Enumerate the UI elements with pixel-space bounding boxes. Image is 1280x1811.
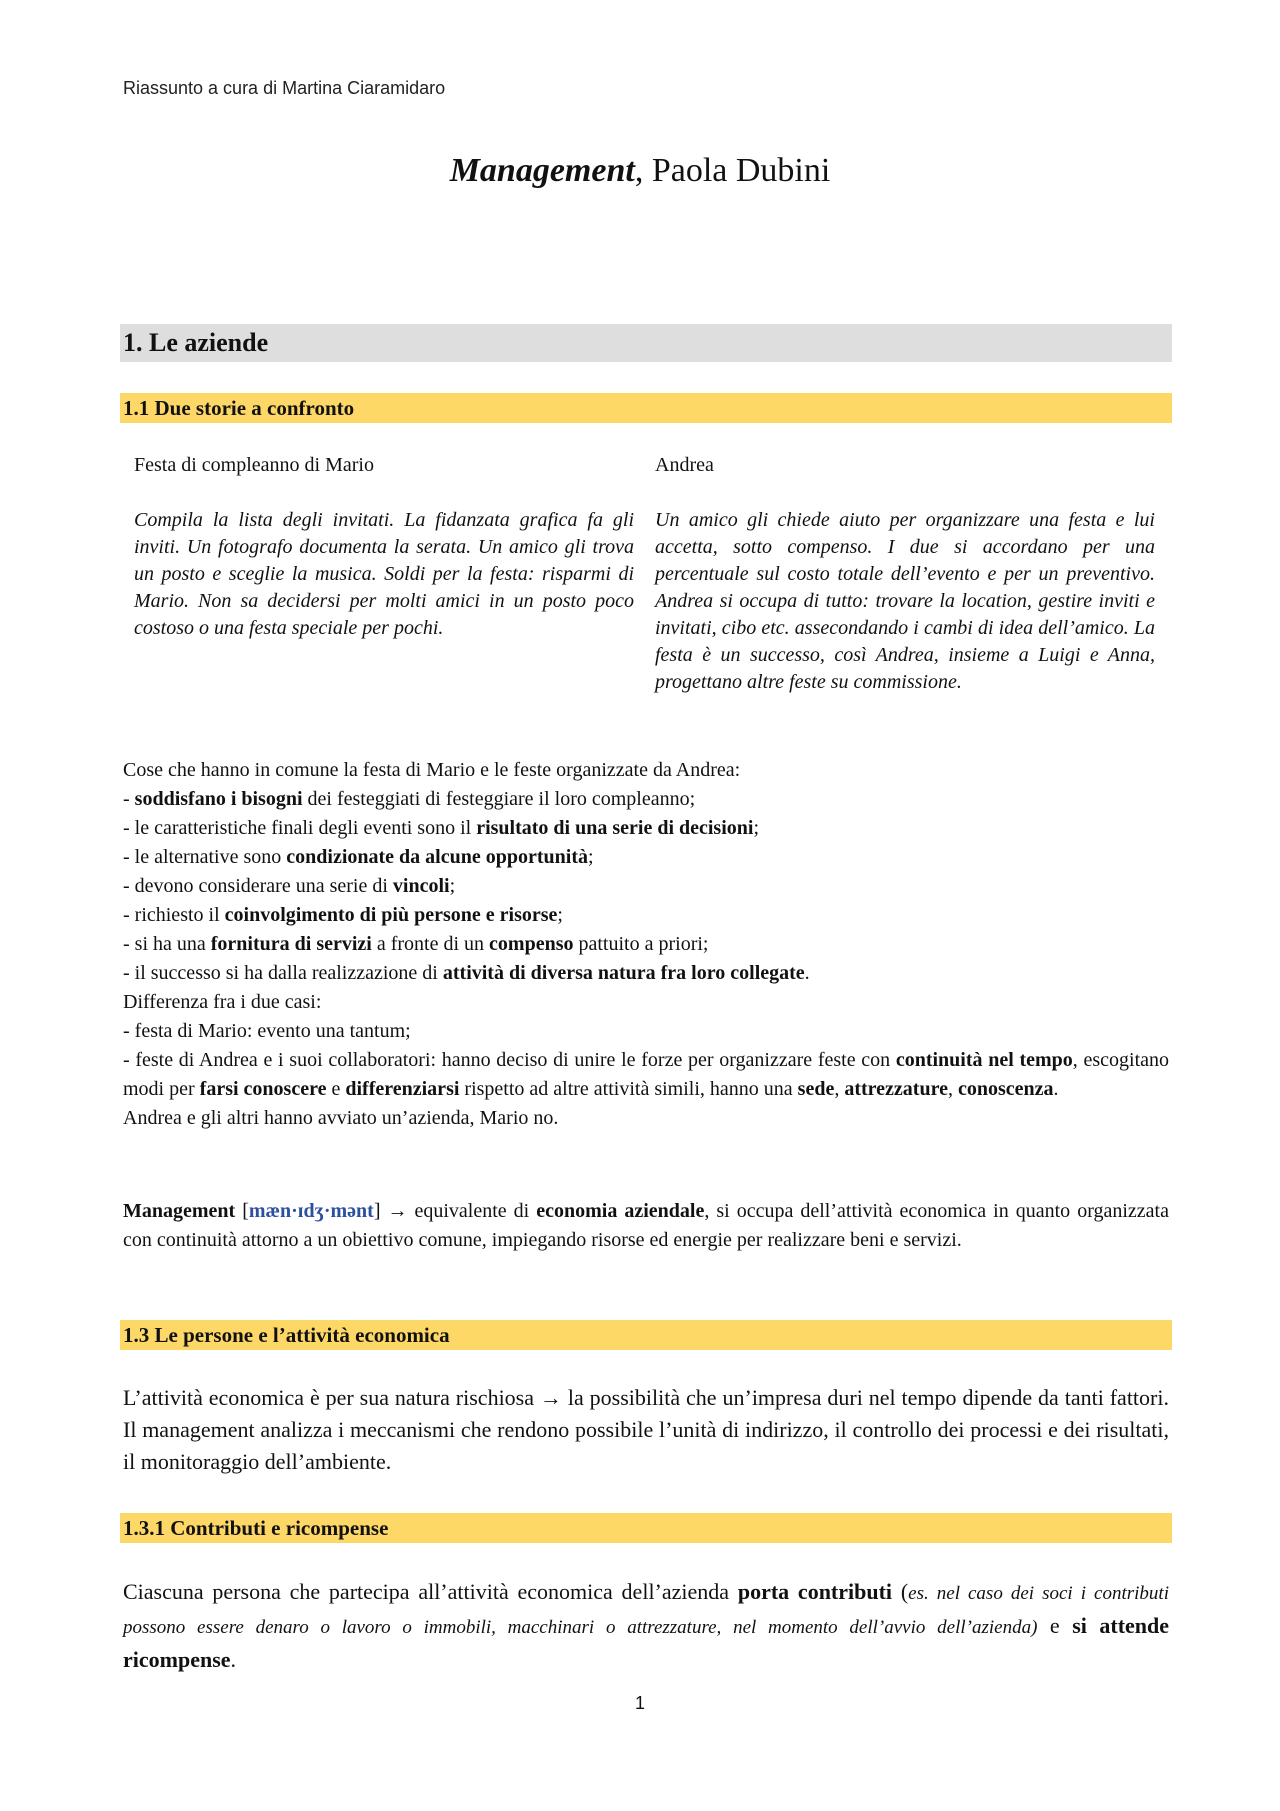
common-item: - le caratteristiche finali degli eventi sono il risultato di una serie di decisioni;	[123, 817, 760, 839]
section-1-3-text: L’attività economica è per sua natura rischiosa → la possibilità che un’impresa duri nel tempo dipende da tanti fattori. Il management analizza i meccanismi che rendono possibile l’unità di indirizzo, il controllo dei processi e dei risultati, il monitoraggio dell’ambiente.	[123, 1385, 1169, 1474]
comparison-block	[123, 756, 1169, 1133]
common-item: - devono considerare una serie di vincoli;	[123, 875, 456, 897]
common-item: - il successo si ha dalla realizzazione di attività di diversa natura fra loro collegate.	[123, 962, 810, 984]
management-term: Management	[123, 1200, 236, 1222]
story-right-column	[655, 452, 1155, 696]
story-right-text: Un amico gli chiede aiuto per organizzare una festa e lui accetta, sotto compenso. I due si accordano per una percentuale sul costo totale dell’evento e per un preventivo. Andrea si occupa di tutto: trovare la location, gestire inviti e invitati, cibo etc. assecondando i cambi di idea dell’amico. La festa è un successo, così Andrea, insieme a Luigi e Anna, progettano altre feste su commissione.	[655, 509, 1155, 693]
header-note: Riassunto a cura di Martina Ciaramidaro	[123, 78, 446, 98]
section-1-3-1-text: Ciascuna persona che partecipa all’attività economica dell’azienda porta contributi (es. nel caso dei soci i contributi possono essere denaro o lavoro o immobili, macchinari o attrezzature, nel momento dell’avvio dell’azienda) e si attende ricompense.	[123, 1579, 1170, 1672]
difference-intro: Differenza fra i due casi:	[123, 991, 322, 1013]
story-left-text: Compila la lista degli invitati. La fidanzata grafica fa gli inviti. Un fotografo documenta la serata. Un amico gli trova un posto e sceglie la musica. Soldi per la festa: risparmi di Mario. Non sa decidersi per molti amici in un posto poco costoso o una festa speciale per pochi.	[134, 509, 634, 639]
title-author: , Paola Dubini	[634, 152, 831, 189]
section-heading-1: 1. Le aziende	[123, 328, 269, 357]
document-title	[0, 152, 1280, 190]
subsection-heading-1-3-1: 1.3.1 Contributi e ricompense	[123, 1516, 389, 1540]
page-number: 1	[634, 1693, 645, 1713]
common-intro: Cose che hanno in comune la festa di Mario e le feste organizzate da Andrea:	[123, 759, 741, 781]
story-right-title: Andrea	[655, 454, 714, 476]
story-left-title: Festa di compleanno di Mario	[134, 454, 374, 476]
subsection-heading-1-1: 1.1 Due storie a confronto	[123, 396, 355, 420]
story-left-column	[134, 452, 634, 642]
subsection-heading-1-3: 1.3 Le persone e l’attività economica	[123, 1323, 450, 1347]
difference-mario: - festa di Mario: evento una tantum;	[123, 1020, 411, 1042]
common-item: - soddisfano i bisogni dei festeggiati di festeggiare il loro compleanno;	[123, 788, 696, 810]
common-item: - richiesto il coinvolgimento di più persone e risorse;	[123, 904, 563, 926]
pronunciation: mæn·ɪdʒ·mənt	[248, 1200, 374, 1222]
management-definition: Management [mæn·ɪdʒ·mənt] → equivalente di economia aziendale, si occupa dell’attività economica in quanto organizzata con continuità attorno a un obiettivo comune, impiegando risorse ed energie per realizzare beni e servizi.	[123, 1200, 1169, 1251]
common-item: - si ha una fornitura di servizi a fronte di un compenso pattuito a priori;	[123, 933, 709, 955]
common-item: - le alternative sono condizionate da alcune opportunità;	[123, 846, 594, 868]
difference-andrea: - feste di Andrea e i suoi collaboratori: hanno deciso di unire le forze per organizzare feste con continuità nel tempo, escogitano modi per farsi conoscere e differenziarsi rispetto ad altre attività simili, hanno una sede, attrezzature, conoscenza.	[123, 1049, 1169, 1100]
section-heading-bar	[120, 324, 1172, 362]
conclusion: Andrea e gli altri hanno avviato un’azienda, Mario no.	[123, 1107, 559, 1129]
title-italic: Management	[449, 152, 635, 189]
